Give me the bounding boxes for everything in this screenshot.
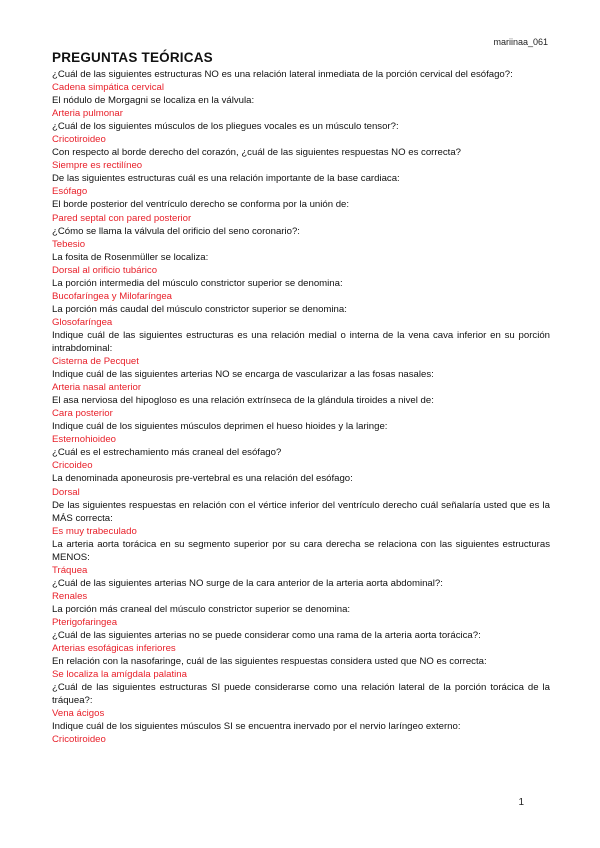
answer-text: Cara posterior <box>52 408 113 420</box>
answer-text: Cadena simpática cervical <box>52 82 164 94</box>
answer-text: Renales <box>52 590 88 602</box>
answer-text: Arteria nasal anterior <box>52 382 142 394</box>
question-text: La fosita de Rosenmüller se localiza: <box>52 251 209 263</box>
question-text: ¿Cuál de las siguientes estructuras SI puede considerarse como una relación lateral de la porción torácica de la tráquea?: <box>52 682 550 707</box>
question-text: La porción intermedia del músculo constrictor superior se denomina: <box>52 277 343 289</box>
answer-text: Esternohioideo <box>52 434 117 446</box>
question-text: Indique cuál de los siguientes músculos SI se encuentra inervado por el nervio laríngeo externo: <box>52 721 461 733</box>
answer-text: Glosofaríngea <box>52 316 113 328</box>
question-text: De las siguientes respuestas en relación con el vértice inferior del ventrículo derecho cuál señalaría usted que es la MÁS correcta: <box>52 499 550 524</box>
question-text: ¿Cuál de las siguientes estructuras NO es una relación lateral inmediata de la porción cervical del esófago?: <box>52 69 513 80</box>
answer-text: Arteria pulmonar <box>52 108 123 120</box>
question-text: Indique cuál de las siguientes estructuras es una relación medial o interna de la vena cava inferior en su porción intrabdominal: <box>52 329 550 354</box>
answer-text: Cricoideo <box>52 460 93 472</box>
question-text: El asa nerviosa del hipogloso es una relación extrínseca de la glándula tiroides a nivel de: <box>52 395 434 407</box>
question-text: De las siguientes estructuras cuál es una relación importante de la base cardiaca: <box>52 173 400 185</box>
question-text: El borde posterior del ventrículo derecho se conforma por la unión de: <box>52 199 350 211</box>
answer-text: Es muy trabeculado <box>52 525 137 537</box>
answer-text: Arterias esofágicas inferiores <box>52 643 176 655</box>
question-text: ¿Cómo se llama la válvula del orificio del seno coronario?: <box>52 225 300 237</box>
answer-text: Esófago <box>52 186 88 198</box>
answer-text: Tebesio <box>52 238 86 250</box>
answer-text: Dorsal <box>52 486 80 498</box>
question-text: La porción más craneal del músculo constrictor superior se denomina: <box>52 603 351 615</box>
question-text: ¿Cuál de las siguientes arterias NO surge de la cara anterior de la arteria aorta abdominal?: <box>52 577 443 589</box>
question-text: Indique cuál de las siguientes arterias NO se encarga de vascularizar a las fosas nasales: <box>52 369 434 381</box>
answer-text: Cricotiroideo <box>52 734 106 746</box>
page-number: 1 <box>518 797 524 808</box>
question-text: ¿Cuál es el estrechamiento más craneal del esófago? <box>52 447 282 459</box>
answer-text: Siempre es rectilíneo <box>52 160 143 172</box>
answer-text: Cisterna de Pecquet <box>52 356 139 368</box>
answer-text: Pterigofaringea <box>52 616 118 628</box>
username-tag: mariinaa_061 <box>493 37 548 47</box>
answer-text: Cricotiroideo <box>52 134 106 146</box>
page-title: PREGUNTAS TEÓRICAS <box>52 50 213 65</box>
question-text: ¿Cuál de las siguientes arterias no se puede considerar como una rama de la arteria aorta torácica?: <box>52 630 481 642</box>
answer-text: Se localiza la amígdala palatina <box>52 669 187 681</box>
question-text: ¿Cuál de los siguientes músculos de los pliegues vocales es un músculo tensor?: <box>52 121 399 133</box>
question-text: Indique cuál de los siguientes músculos deprimen el hueso hioides y la laringe: <box>52 421 388 433</box>
answer-text: Dorsal al orificio tubárico <box>52 264 158 276</box>
question-list <box>52 68 550 746</box>
answer-text: Pared septal con pared posterior <box>52 212 192 224</box>
question-text: La denominada aponeurosis pre-vertebral es una relación del esófago: <box>52 473 353 485</box>
question-text: El nódulo de Morgagni se localiza en la válvula: <box>52 95 255 107</box>
question-text: Con respecto al borde derecho del corazón, ¿cuál de las siguientes respuestas NO es correcta? <box>52 147 462 159</box>
answer-text: Bucofaríngea y Milofaríngea <box>52 290 172 302</box>
question-text: La porción más caudal del músculo constrictor superior se denomina: <box>52 303 347 315</box>
answer-text: Vena ácigos <box>52 708 105 720</box>
question-text: En relación con la nasofaringe, cuál de las siguientes respuestas considera usted que NO es correcta: <box>52 656 487 668</box>
question-text: La arteria aorta torácica en su segmento superior por su cara derecha se relaciona con las siguientes estructuras MENOS: <box>52 538 550 563</box>
answer-text: Tráquea <box>52 564 88 576</box>
